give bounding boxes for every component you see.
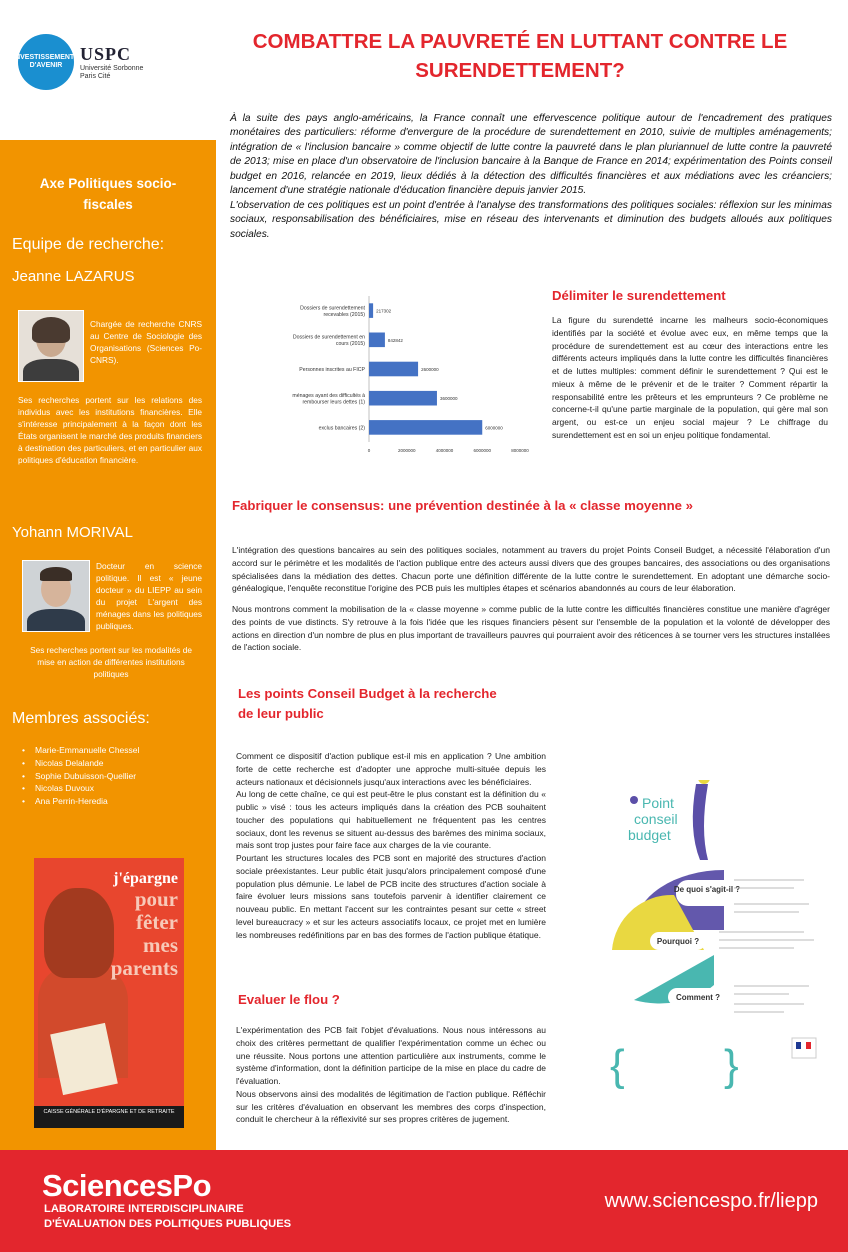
person-2-role: Docteur en science politique. Il est « jeune docteur » du LIEPP au sein du projet L'argent des ménages dans les politiques publiques.	[96, 561, 202, 632]
person-1-name: Jeanne LAZARUS	[12, 268, 135, 285]
epargne-poster-image	[34, 858, 184, 1128]
chart-tick-label: 0	[367, 448, 371, 453]
section-3-paragraph-2: Au long de cette chaîne, ce qui est peut-être le plus constant est la définition du « public » visé : tous les acteurs impliqués dans la création des PCB souhaitent toucher des populations qui habituellement ne fréquentent pas les centres sociaux, dont les revenus se situent au-dessus des barèmes des minima sociaux, mais sont trop justes pour faire face aux charges de la vie courante.	[236, 789, 546, 851]
member-item: • Marie-Emmanuelle Chessel	[22, 744, 139, 757]
section-3-paragraph-1: Comment ce dispositif d'action publique est-il mis en application ? Une ambition forte de cette recherche est d'adopter une approche multi-située depuis les acteurs nationaux et décisionnels jusqu'aux interactions avec les bénéficiaires.	[236, 751, 546, 787]
chart-bar	[369, 420, 482, 435]
pcb-question-3: Comment ?	[676, 993, 720, 1002]
surendettement-bar-chart	[232, 292, 532, 464]
poster-text-1: j'épargne	[113, 870, 178, 887]
chart-tick-label: 6000000	[473, 448, 492, 453]
lab-name	[44, 1202, 291, 1232]
pcb-i-icon	[693, 784, 708, 860]
logo-ia-text: INVESTISSEMENTS D'AVENIR	[13, 54, 79, 69]
right-brace-icon: }	[724, 1041, 739, 1090]
point-conseil-budget-graphic	[604, 780, 834, 1100]
pcb-question-1: De quoi s'agit-il ?	[673, 885, 741, 894]
section-4-title: Evaluer le flou ?	[238, 992, 340, 1007]
chart-category-label: Dossiers de surendettement recevables (2015)	[300, 305, 365, 318]
uspc-logo	[80, 44, 143, 82]
person-1-research: Ses recherches portent sur les relations des individus avec les institutions financières. Elle s'intéresse principalement à la façon dont les États organisent le marché des produits financiers à destination des particuliers, et en particulier aux politiques d'éducation financière.	[18, 395, 203, 466]
member-item: • Sophie Dubuisson-Quellier	[22, 770, 139, 783]
page-title: COMBATTRE LA PAUVRETÉ EN LUTTANT CONTRE LE SURENDETTEMENT?	[252, 30, 788, 82]
section-2-paragraph-2: Nous montrons comment la mobilisation de la « classe moyenne » comme public de la lutte contre les difficultés financières constitue une manière d'agréger des points de vue distincts. S'y retrouve à la fois l'idée que les risques financiers pèsent sur l'ensemble de la population et la volonté de développer des actions en direction d'un nombre de plus en plus important de travailleurs pauvres qui pourraient avoir des réticences à se tourner vers les structures installées de l'action sociale.	[232, 604, 830, 653]
section-4-text	[236, 1024, 546, 1126]
sciencespo-logo: SciencesPo	[42, 1168, 212, 1203]
chart-tick-label: 4000000	[435, 448, 454, 453]
person-1-role: Chargée de recherche CNRS au Centre de Sociologie des Organisations (Sciences Po-CNRS).	[90, 319, 202, 366]
lab-line-1: LABORATOIRE INTERDISCIPLINAIRE	[44, 1203, 244, 1215]
poster-text-2: pour	[134, 886, 178, 911]
section-1-title: Délimiter le surendettement	[552, 288, 726, 303]
left-brace-icon: {	[610, 1041, 625, 1090]
member-item: • Nicolas Duvoux	[22, 782, 139, 795]
pcb-logo-line-2: conseil	[634, 811, 678, 827]
uspc-sub1: Université Sorbonne	[80, 65, 144, 72]
footer	[0, 1150, 848, 1252]
investissements-avenir-logo	[13, 34, 79, 90]
person-2-photo	[22, 560, 90, 632]
intro-paragraph-2: L'observation de ces politiques est un point d'entrée à l'analyse des transformations des politiques sociales: réflexion sur les minimas sociaux, responsabilisation des bénéficiaires, mise en réseau des intervenants et diminution des budgets alloués aux politiques sociales.	[230, 199, 832, 240]
section-1-text: La figure du surendetté incarne les malheurs socio-économiques identifiés par la société et évolue avec eux, en même temps que la procédure de surendettement est au cœur des interactions entre les différents acteurs impliqués dans la lutte contre les difficultés financières et de luttes multiples: comment définir le surendettement ? Qui est le mieux à même de le prévenir et de le traiter ? Comment répartir la responsabilité entre les prêteurs et les emprunteurs ? Ce problème ne concerne-t-il qu'une partie marginale de la population, qui gère mal son argent, ou est-ce un enjeu social majeur ? Le chiffrage du surendettement est en soi un enjeu politique fondamental.	[552, 315, 828, 440]
uspc-mark: USPC	[80, 44, 132, 64]
poster-text-4: mes	[143, 932, 178, 957]
section-4-paragraph-2: Nous observons ainsi des modalités de légitimation de l'action publique. Réfléchir sur les critères d'évaluation en observant les membres des corps d'inspection, conduit le chercheur à la réflexivité sur ses propres critères de jugement.	[236, 1088, 546, 1125]
section-3-title-line-2: de leur public	[238, 706, 324, 722]
chart-bar	[369, 333, 385, 348]
section-3-title	[238, 684, 497, 725]
chart-value-label: 6000000	[485, 425, 503, 431]
pcb-logo-line-3: budget	[628, 827, 671, 843]
poster-text-5: parents	[110, 955, 178, 980]
pcb-logo-line-1: Point	[642, 795, 674, 811]
chart-bar	[369, 303, 373, 318]
membres-heading: Membres associés:	[12, 710, 150, 727]
uspc-sub2: Paris Cité	[80, 73, 111, 81]
person-2-research: Ses recherches portent sur les modalités de mise en action de différentes institutions politiques	[30, 645, 192, 680]
chart-value-label: 217302	[376, 308, 392, 314]
chart-value-label: 3600000	[439, 396, 458, 402]
members-list	[22, 744, 139, 808]
section-3-title-line-1: Les points Conseil Budget à la recherche	[238, 686, 497, 701]
poster-bottom-text: CAISSE GÉNÉRALE D'ÉPARGNE ET DE RETRAITE	[34, 1106, 184, 1128]
section-2-paragraph-1: L'intégration des questions bancaires au sein des politiques sociales, notamment au travers du projet Points Conseil Budget, a nécessité l'élaboration d'un accord sur le périmètre et les modalités de l'action publique entre des acteurs aussi divers que des groupes bancaires, des associations ou des organisations spécialisées dans la médiation des dettes. Chacun porte une définition différente de la lutte contre le surendettement. En adoptant une démarche socio-généalogique, l'enquête reconstitue l'origine des PCB puis les multiples étapes et scénarios abandonnés au cours de leur élaboration.	[232, 545, 830, 594]
member-item: • Ana Perrin-Heredia	[22, 795, 139, 808]
website-link[interactable]: www.sciencespo.fr/liepp	[604, 1190, 818, 1212]
chart-tick-label: 8000000	[511, 448, 529, 453]
chart-category-label: Personnes inscrites au FICP	[299, 367, 365, 373]
equipe-heading: Equipe de recherche:	[12, 236, 165, 253]
intro-paragraph-1: À la suite des pays anglo-américains, la France connaît une effervescence politique autour de l'encadrement des pratiques monétaires des particuliers: réforme d'envergure de la procédure de surendettement en 2010, suivie de multiples aménagements; intégration de « l'inclusion bancaire » comme objectif de lutte contre la pauvreté dans le plan pluriannuel de lutte contre la pauvreté de 2013; mise en place d'un observatoire de l'inclusion bancaire à la Banque de France en 2014; expérimentation des Points conseil budget en 2016, relancée en 2019, lieux dédiés à la détection des difficultés financières et aux médiations avec les créanciers; lancement d'une stratégie nationale d'éducation financière depuis janvier 2015.	[230, 113, 832, 197]
person-2-name: Yohann MORIVAL	[12, 524, 133, 541]
chart-value-label: 2600000	[421, 367, 439, 372]
chart-tick-label: 2000000	[397, 448, 416, 453]
section-2-title: Fabriquer le consensus: une prévention destinée à la « classe moyenne »	[232, 498, 693, 513]
lab-line-2: D'ÉVALUATION DES POLITIQUES PUBLIQUES	[44, 1218, 292, 1231]
chart-category-label: exclus bancaires (2)	[318, 425, 365, 432]
chart-value-label: 842842	[387, 337, 403, 343]
poster-text-3: fêter	[136, 909, 178, 934]
sidebar	[0, 140, 216, 1150]
chart-category-label: Dossiers de surendettement en cours (2015)	[292, 334, 365, 348]
chart-category-label: ménages ayant des difficultés à rembourser leurs dettes (1)	[292, 392, 365, 406]
member-item: • Nicolas Delalande	[22, 757, 139, 770]
section-3-paragraph-3: Pourtant les structures locales des PCB sont en majorité des structures d'action sociale préexistantes. Leur public était jusqu'alors principalement composé d'une population plus démunie. Le label de PCB incite des structures d'action sociale à faire évoluer leurs missions sans toutefois parvenir à identifier clairement ce nouveau public. En mettant l'accent sur les contraintes pesant sur cette « street level bureaucracy » et sur les acteurs associatifs locaux, ce projet met en lumière les nombreuses redéfinitions par en bas des formes de l'action publique étatique.	[236, 853, 546, 940]
section-2-text	[232, 544, 830, 662]
person-1-photo	[18, 310, 84, 382]
axe-title: Axe Politiques socio-fiscales	[39, 176, 177, 212]
section-3-text	[236, 750, 546, 941]
chart-bar	[369, 391, 437, 406]
intro-text	[230, 112, 832, 242]
section-4-paragraph-1: L'expérimentation des PCB fait l'objet d'évaluations. Nous nous intéressons au choix des critères permettant de qualifier l'expérimentation comme un échec ou une réussite. Nous portons une attention particulière aux instruments, comme le système d'information, dont la définition participe de la mise en place du cadre de l'évaluation.	[236, 1025, 546, 1086]
logo-dot-icon	[630, 796, 638, 804]
chart-bar	[369, 362, 418, 377]
pcb-question-2: Pourquoi ?	[656, 937, 700, 946]
